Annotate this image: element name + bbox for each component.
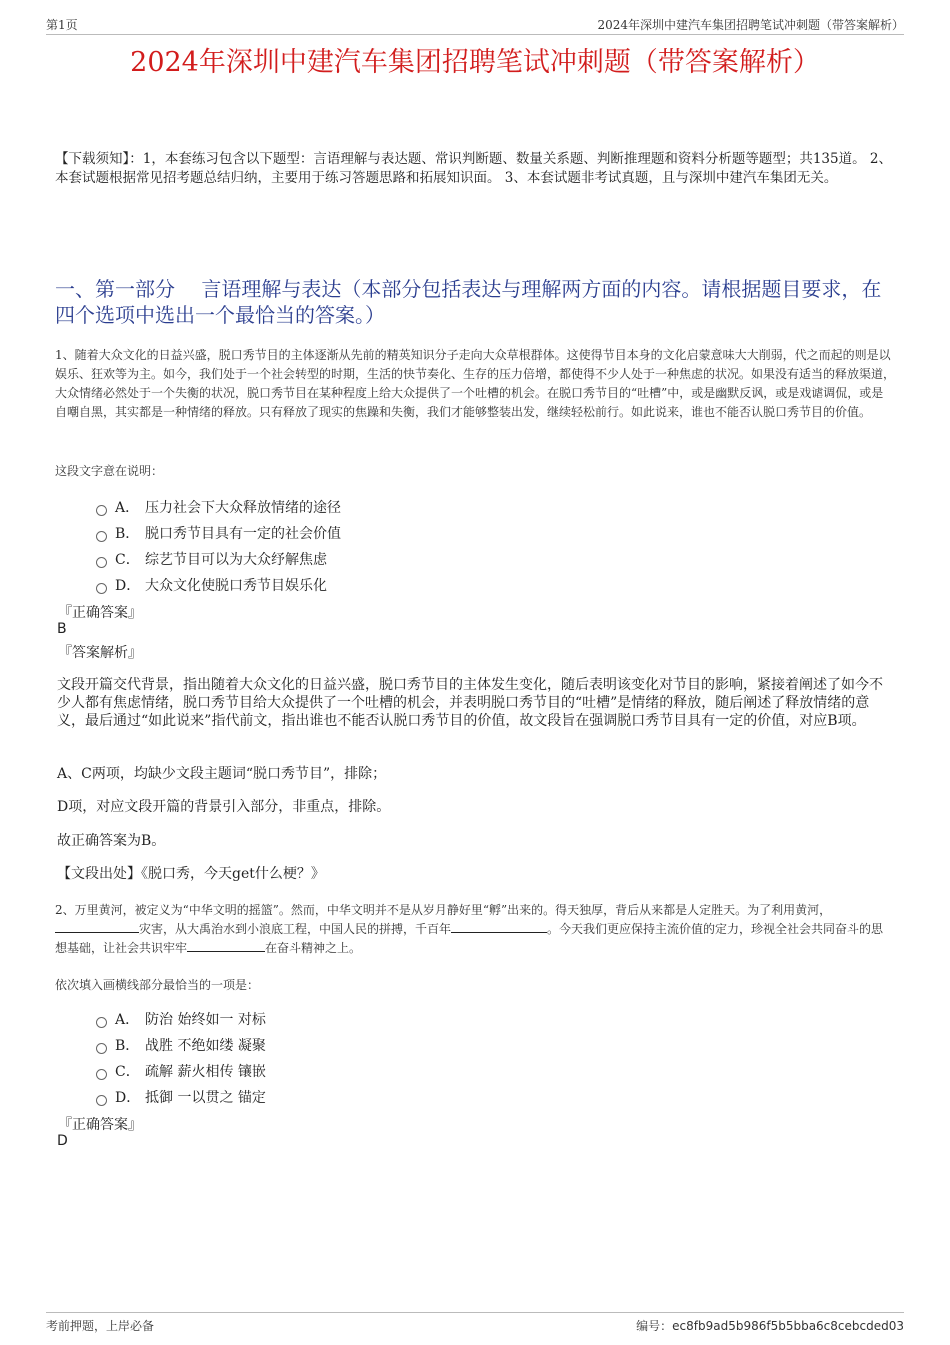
option-text: 大众文化使脱口秀节目娱乐化 (145, 578, 327, 594)
option-letter: D． (115, 1090, 141, 1106)
header-doc-name: 2024年深圳中建汽车集团招聘笔试冲刺题（带答案解析） (597, 18, 904, 32)
page-header (46, 14, 904, 35)
radio-icon[interactable] (96, 1043, 107, 1054)
question-2-options (96, 1006, 266, 1110)
option-d[interactable] (96, 1084, 266, 1110)
option-d[interactable] (96, 572, 341, 598)
question-1-answer-label: 『正确答案』 (58, 605, 142, 621)
footer-code-value: ec8fb9ad5b986f5b5bba6c8cebcded03 (672, 1319, 904, 1333)
radio-icon[interactable] (96, 583, 107, 594)
footer-code-label: 编号： (636, 1319, 673, 1333)
option-letter: C． (115, 552, 140, 568)
analysis-paragraph: D项，对应文段开篇的背景引入部分，非重点，排除。 (57, 799, 391, 815)
document-title: 2024年深圳中建汽车集团招聘笔试冲刺题（带答案解析） (130, 47, 820, 78)
radio-icon[interactable] (96, 1095, 107, 1106)
radio-icon[interactable] (96, 505, 107, 516)
radio-icon[interactable] (96, 1069, 107, 1080)
section-heading: 一、第一部分 言语理解与表达（本部分包括表达与理解两方面的内容。请根据题目要求，在四个选项中选出一个最恰当的答案。） (55, 277, 882, 327)
question-1-analysis-label: 『答案解析』 (58, 645, 142, 661)
radio-icon[interactable] (96, 531, 107, 542)
question-2-prompt: 依次填入画横线部分最恰当的一项是： (55, 978, 260, 992)
option-letter: D． (115, 578, 141, 594)
analysis-paragraph: 故正确答案为B。 (57, 833, 166, 849)
analysis-paragraph: 文段开篇交代背景，指出随着大众文化的日益兴盛，脱口秀节目的主体发生变化，随后表明该变化对节目的影响，紧接着阐述了如今不少人都有焦虑情绪，脱口秀节目给大众提供了一个吐槽的机会，并表明脱口秀节目的“吐槽”是情绪的释放，随后阐述了释放情绪的意义，最后通过“如此说来”指代前文，指出谁也不能否认脱口秀节目的价值，故文段旨在强调脱口秀节目具有一定的价值，对应B项。 (57, 677, 883, 729)
option-text: 疏解 薪火相传 镶嵌 (145, 1064, 266, 1080)
download-notice: 【下载须知】：1，本套练习包含以下题型：言语理解与表达题、常识判断题、数量关系题、判断推理题和资料分析题等题型；共135道。 2、本套试题根据常见招考题总结归纳，主要用于练习答题思路和拓展知识面。 3、本套试题非考试真题，且与深圳中建汽车集团无关。 (55, 151, 892, 186)
question-2-answer: D (57, 1133, 68, 1149)
question-1-answer: B (57, 621, 67, 637)
question-2-text-part: 2、万里黄河，被定义为“中华文明的摇篮”。然而，中华文明并不是从岁月静好里“孵”出来的。得天独厚，背后从来都是人定胜天。为了利用黄河， (55, 903, 832, 917)
option-c[interactable] (96, 546, 341, 572)
fill-blank-1 (55, 920, 139, 933)
option-a[interactable] (96, 1006, 266, 1032)
page-number: 第1页 (46, 18, 78, 32)
text-source: 【文段出处】《脱口秀，今天get什么梗？》 (57, 866, 325, 882)
analysis-paragraph: A、C两项，均缺少文段主题词“脱口秀节目”，排除； (57, 766, 387, 782)
radio-icon[interactable] (96, 557, 107, 568)
option-text: 脱口秀节目具有一定的社会价值 (145, 526, 341, 542)
radio-icon[interactable] (96, 1017, 107, 1028)
option-a[interactable] (96, 494, 341, 520)
option-letter: B． (115, 1038, 140, 1054)
question-2-text-part: 。今天我们更应保持主流价值的定力，珍视全社会共同奋斗的思想基础，让社会共识牢牢 (55, 922, 884, 955)
question-1-prompt: 这段文字意在说明： (55, 464, 164, 478)
option-letter: C． (115, 1064, 140, 1080)
footer-slogan: 考前押题，上岸必备 (46, 1319, 155, 1333)
fill-blank-3 (187, 939, 265, 952)
option-text: 抵御 一以贯之 锚定 (145, 1090, 266, 1106)
fill-blank-2 (451, 920, 547, 933)
option-b[interactable] (96, 1032, 266, 1058)
question-2-text-part: 灾害，从大禹治水到小浪底工程，中国人民的拼搏，千百年 (139, 922, 452, 936)
question-2-text-part: 在奋斗精神之上。 (265, 941, 362, 955)
question-1-options (96, 494, 341, 598)
question-1-text: 1、随着大众文化的日益兴盛，脱口秀节目的主体逐渐从先前的精英知识分子走向大众草根群体。这使得节目本身的文化启蒙意味大大削弱，代之而起的则是以娱乐、狂欢等为主。如今，我们处于一个社会转型的时期，生活的快节奏化、生存的压力倍增，都使得不少人处于一种焦虑的状况。如果没有适当的释放渠道，大众情绪必然处于一个失衡的状况，脱口秀节目在某种程度上给大众提供了一个吐槽的机会。在脱口秀节目的“吐槽”中，或是幽默反讽，或是戏谑调侃，或是自嘲自黑，其实都是一种情绪的释放。只有释放了现实的焦躁和失衡，我们才能够整装出发，继续轻松前行。如此说来，谁也不能否认脱口秀节目的价值。 (55, 348, 896, 419)
option-text: 综艺节目可以为大众纾解焦虑 (145, 552, 327, 568)
option-text: 压力社会下大众释放情绪的途径 (145, 500, 341, 516)
option-letter: A． (115, 1012, 140, 1028)
option-c[interactable] (96, 1058, 266, 1084)
option-text: 战胜 不绝如缕 凝聚 (145, 1038, 266, 1054)
option-text: 防治 始终如一 对标 (145, 1012, 266, 1028)
option-b[interactable] (96, 520, 341, 546)
question-2-answer-label: 『正确答案』 (58, 1117, 142, 1133)
question-2-text (55, 901, 895, 958)
option-letter: B． (115, 526, 140, 542)
page-footer (46, 1312, 904, 1335)
footer-code (636, 1317, 904, 1334)
option-letter: A． (115, 500, 140, 516)
